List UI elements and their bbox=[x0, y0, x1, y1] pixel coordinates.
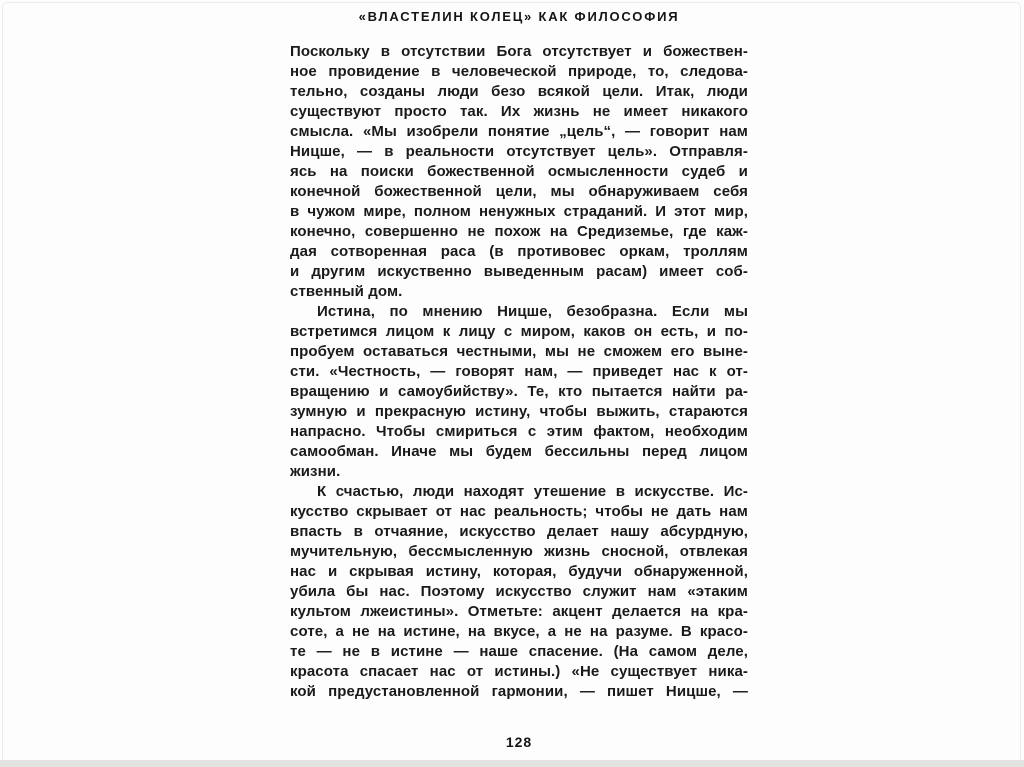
running-header: «ВЛАСТЕЛИН КОЛЕЦ» КАК ФИЛОСОФИЯ bbox=[358, 9, 680, 24]
body-text bbox=[290, 42, 748, 702]
text-line: кой предустановленной гармонии, — пишет Ницше, — bbox=[290, 683, 748, 700]
text-line: сти. «Честность, — говорят нам, — приведет нас к от- bbox=[290, 363, 748, 380]
text-line: мучительную, бессмысленную жизнь сносной, отвлекая bbox=[290, 543, 748, 560]
text-line: жизни. bbox=[290, 463, 341, 480]
text-line: конечной божественной цели, мы обнаруживаем себя bbox=[290, 183, 748, 200]
text-line: ясь на поиски божественной осмысленности судеб и bbox=[290, 163, 748, 180]
text-line: конечно, совершенно не похож на Средиземье, где каж- bbox=[290, 223, 748, 240]
text-line: культом лжеистины». Отметьте: акцент делается на кра- bbox=[290, 603, 748, 620]
text-line: встретимся лицом к лицу с миром, каков он есть, и по- bbox=[290, 323, 748, 340]
text-line: пробуем оставаться честными, мы не сможем его выне- bbox=[290, 343, 748, 360]
text-line: кусство скрывает от нас реальность; чтобы не дать нам bbox=[290, 503, 748, 520]
bottom-edge-strip bbox=[0, 760, 1024, 767]
text-line: вращению и самоубийству». Те, кто пытается найти ра- bbox=[290, 383, 748, 400]
text-line: красота спасает нас от истины.) «Не существует ника- bbox=[290, 663, 748, 680]
text-line: соте, а не на истине, на вкусе, а не на разуме. В красо- bbox=[290, 623, 748, 640]
text-line: нас и скрывая истину, которая, будучи обнаруженной, bbox=[290, 563, 748, 580]
page-number: 128 bbox=[505, 734, 533, 750]
text-line: тельно, созданы люди безо всякой цели. Итак, люди bbox=[290, 83, 748, 100]
text-line: Поскольку в отсутствии Бога отсутствует и божествен- bbox=[290, 43, 748, 60]
text-line: зумную и прекрасную истину, чтобы выжить, стараются bbox=[290, 403, 748, 420]
text-line: К счастью, люди находят утешение в искусстве. Ис- bbox=[317, 483, 748, 500]
text-line: ственный дом. bbox=[290, 283, 403, 300]
text-line: Истина, по мнению Ницше, безобразна. Если мы bbox=[317, 303, 748, 320]
text-line: существуют просто так. Их жизнь не имеет никакого bbox=[290, 103, 748, 120]
text-line: ное провидение в человеческой природе, то, следова- bbox=[290, 63, 748, 80]
text-line: смысла. «Мы изобрели понятие „цель“, — говорит нам bbox=[290, 123, 748, 140]
text-line: убила бы нас. Поэтому искусство служит нам «этаким bbox=[290, 583, 748, 600]
text-line: те — не в истине — наше спасение. (На самом деле, bbox=[290, 643, 748, 660]
text-line: впасть в отчаяние, искусство делает нашу абсурдную, bbox=[290, 523, 748, 540]
text-line: напрасно. Чтобы смириться с этим фактом, необходим bbox=[290, 423, 748, 440]
text-line: в чужом мире, полном ненужных страданий. И этот мир, bbox=[290, 203, 748, 220]
text-line: и другим искуственно выведенным расам) имеет соб- bbox=[290, 263, 748, 280]
text-line: дая сотворенная раса (в противовес оркам, троллям bbox=[290, 243, 748, 260]
text-line: Ницше, — в реальности отсутствует цель». Отправля- bbox=[290, 143, 748, 160]
text-line: самообман. Иначе мы будем бессильны перед лицом bbox=[290, 443, 748, 460]
